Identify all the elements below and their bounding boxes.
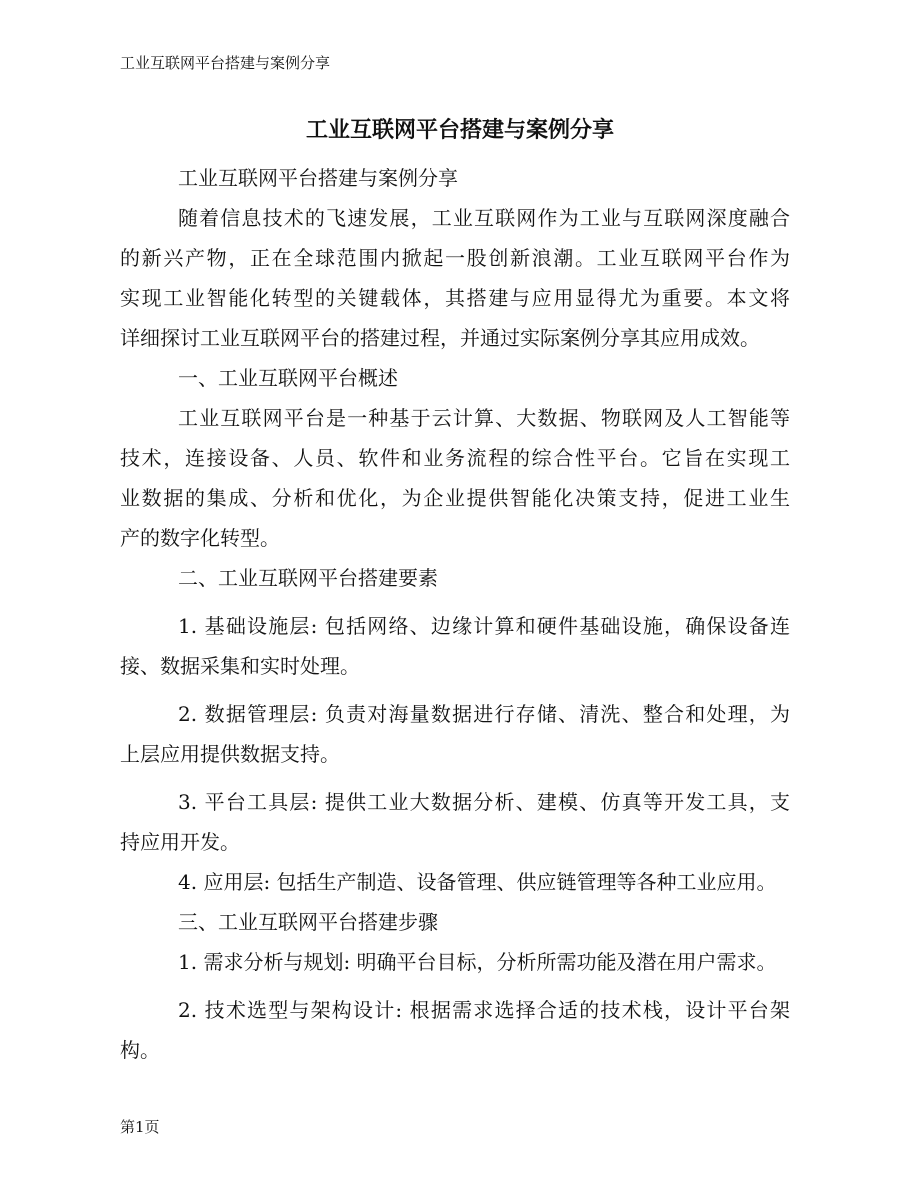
paragraph-line: 业数据的集成、分析和优化，为企业提供智能化决策支持，促进工业生 — [120, 486, 790, 510]
running-header: 工业互联网平台搭建与案例分享 — [120, 54, 331, 72]
paragraph — [120, 558, 790, 598]
paragraph-line: 2. 技术选型与架构设计: 根据需求选择合适的技术栈，设计平台架 — [178, 998, 790, 1022]
paragraph-line: 产的数字化转型。 — [120, 526, 280, 550]
paragraph-line: 二、工业互联网平台搭建要素 — [178, 566, 438, 590]
paragraph-line: 工业互联网平台搭建与案例分享 — [178, 166, 458, 190]
paragraph-line: 4. 应用层: 包括生产制造、设备管理、供应链管理等各种工业应用。 — [178, 870, 777, 894]
paragraph-line: 三、工业互联网平台搭建步骤 — [178, 910, 438, 934]
paragraph-line: 详细探讨工业互联网平台的搭建过程，并通过实际案例分享其应用成效。 — [120, 326, 760, 350]
paragraph — [120, 358, 790, 398]
paragraph-line: 3. 平台工具层: 提供工业大数据分析、建模、仿真等开发工具，支 — [178, 790, 790, 814]
document-body — [120, 158, 790, 1070]
paragraph-line: 2. 数据管理层: 负责对海量数据进行存储、清洗、整合和处理，为 — [178, 702, 790, 726]
paragraph-line: 接、数据采集和实时处理。 — [120, 654, 360, 678]
paragraph-line: 构。 — [120, 1038, 160, 1062]
paragraph-line: 1. 需求分析与规划: 明确平台目标，分析所需功能及潜在用户需求。 — [178, 950, 777, 974]
paragraph-line: 随着信息技术的飞速发展，工业互联网作为工业与互联网深度融合 — [178, 206, 790, 230]
paragraph — [120, 990, 790, 1070]
paragraph — [120, 694, 790, 774]
paragraph-line: 技术，连接设备、人员、软件和业务流程的综合性平台。它旨在实现工 — [120, 446, 790, 470]
paragraph-line: 工业互联网平台是一种基于云计算、大数据、物联网及人工智能等 — [178, 406, 790, 430]
paragraph — [120, 902, 790, 942]
paragraph-line: 持应用开发。 — [120, 830, 240, 854]
paragraph-line: 上层应用提供数据支持。 — [120, 742, 340, 766]
paragraph — [120, 198, 790, 358]
page-number: 第1页 — [120, 1118, 160, 1136]
paragraph-line: 实现工业智能化转型的关键载体，其搭建与应用显得尤为重要。本文将 — [120, 286, 790, 310]
paragraph-line: 一、工业互联网平台概述 — [178, 366, 398, 390]
paragraph-line: 的新兴产物，正在全球范围内掀起一股创新浪潮。工业互联网平台作为 — [120, 246, 790, 270]
document-title: 工业互联网平台搭建与案例分享 — [305, 118, 614, 143]
paragraph-line: 1. 基础设施层: 包括网络、边缘计算和硬件基础设施，确保设备连 — [178, 614, 790, 638]
paragraph — [120, 398, 790, 558]
paragraph — [120, 942, 790, 982]
paragraph — [120, 862, 790, 902]
paragraph — [120, 606, 790, 686]
paragraph — [120, 782, 790, 862]
paragraph — [120, 158, 790, 198]
